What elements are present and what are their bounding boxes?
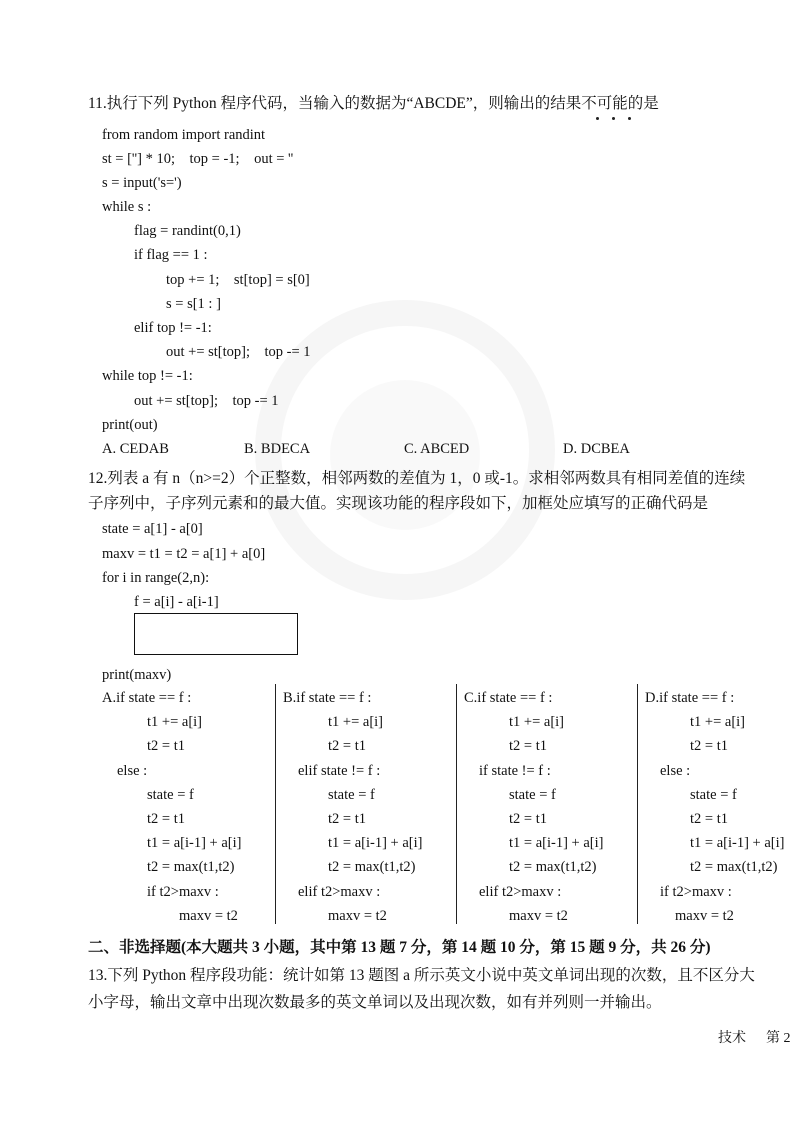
q12-option-a-line: t1 = a[i-1] + a[i] [147,835,242,851]
q12-option-a-line: else : [117,763,148,779]
q11-stem: 11.执行下列 Python 程序代码，当输入的数据为“ABCDE”，则输出的结果不可能的是 [88,95,659,112]
q12-option-d-line: t2 = t1 [690,738,728,754]
q13-line2: 小字母，输出文章中出现次数最多的英文单词以及出现次数，如有并列则一并输出。 [88,994,662,1011]
q11-code-line: while s : [102,199,152,215]
option-divider [637,684,638,924]
q11-option-d: D. DCBEA [563,441,630,457]
q12-option-b-line: t2 = t1 [328,738,366,754]
q12-option-a-line: maxv = t2 [179,908,238,924]
q11-option-b: B. BDECA [244,441,311,457]
q12-code-line: f = a[i] - a[i-1] [134,594,219,610]
q13-line1: 13.下列 Python 程序段功能：统计如第 13 题图 a 所示英文小说中英文单词出现的次数，且不区分大 [88,967,755,984]
q12-option-b-line: t2 = max(t1,t2) [328,859,416,875]
emphasis-dot [628,117,631,120]
q11-code-line: st = [''] * 10; top = -1; out = '' [102,151,294,167]
q11-code-line: s = s[1 : ] [166,296,221,312]
section-heading: 二、非选择题(本大题共 3 小题，其中第 13 题 7 分，第 14 题 10 分，第 15 题 9 分，共 26 分) [88,939,711,956]
q12-option-b-line: maxv = t2 [328,908,387,924]
q12-option-d-line: maxv = t2 [675,908,734,924]
q12-option-b-line: B.if state == f : [283,690,372,706]
q12-option-d-line: t1 += a[i] [690,714,746,730]
q12-code-line: print(maxv) [102,667,172,683]
q11-code-line: out += st[top]; top -= 1 [166,344,311,360]
footer-page-number: 第 2 [766,1031,791,1046]
q12-option-c-line: maxv = t2 [509,908,568,924]
q12-option-d-line: D.if state == f : [645,690,735,706]
q12-option-d-line: state = f [690,787,737,803]
q12-option-c-line: C.if state == f : [464,690,553,706]
q12-option-c-line: elif t2>maxv : [479,884,562,900]
q12-option-c-line: t1 += a[i] [509,714,565,730]
q12-option-b-line: t2 = t1 [328,811,366,827]
q12-option-b-line: elif state != f : [298,763,381,779]
q12-option-d-line: t1 = a[i-1] + a[i] [690,835,785,851]
q12-option-c-line: t1 = a[i-1] + a[i] [509,835,604,851]
q11-code-line: out += st[top]; top -= 1 [134,393,279,409]
q12-option-a-line: t2 = t1 [147,811,185,827]
q11-code-line: top += 1; st[top] = s[0] [166,272,310,288]
answer-blank-box [134,613,298,655]
q12-code-line: maxv = t1 = t2 = a[1] + a[0] [102,546,266,562]
q12-option-c-line: t2 = t1 [509,811,547,827]
q11-code-line: flag = randint(0,1) [134,223,241,239]
q12-option-a-line: t2 = max(t1,t2) [147,859,235,875]
q12-option-b-line: t1 += a[i] [328,714,384,730]
q12-option-b-line: t1 = a[i-1] + a[i] [328,835,423,851]
q12-option-b-line: state = f [328,787,375,803]
option-divider [456,684,457,924]
q12-option-d-line: if t2>maxv : [660,884,732,900]
q12-code-line: state = a[1] - a[0] [102,521,203,537]
q12-option-c-line: t2 = t1 [509,738,547,754]
emphasis-dot [596,117,599,120]
emphasis-dot [612,117,615,120]
q11-code-line: if flag == 1 : [134,247,208,263]
option-divider [275,684,276,924]
q12-option-c-line: if state != f : [479,763,551,779]
q12-option-a-line: if t2>maxv : [147,884,219,900]
q12-option-a-line: state = f [147,787,194,803]
q12-stem-line1: 12.列表 a 有 n（n>=2）个正整数，相邻两数的差值为 1，0 或-1。求相邻两数具有相同差值的连续 [88,470,746,487]
q11-code-line: from random import randint [102,127,266,143]
q11-code-line: while top != -1: [102,368,193,384]
q12-option-a-line: t2 = t1 [147,738,185,754]
q12-code-line: for i in range(2,n): [102,570,210,586]
q12-option-a-line: t1 += a[i] [147,714,203,730]
q12-option-c-line: t2 = max(t1,t2) [509,859,597,875]
footer-subject: 技术 [718,1031,746,1046]
q11-option-a: A. CEDAB [102,441,169,457]
q11-code-line: s = input('s=') [102,175,182,191]
q12-option-b-line: elif t2>maxv : [298,884,381,900]
q12-option-d-line: else : [660,763,691,779]
q12-stem-line2: 子序列中，子序列元素和的最大值。实现该功能的程序段如下，加框处应填写的正确代码是 [88,495,709,512]
q11-option-c: C. ABCED [404,441,470,457]
q11-code-line: print(out) [102,417,158,433]
q12-option-a-line: A.if state == f : [102,690,192,706]
q12-option-d-line: t2 = t1 [690,811,728,827]
q12-option-c-line: state = f [509,787,556,803]
q11-code-line: elif top != -1: [134,320,212,336]
q12-option-d-line: t2 = max(t1,t2) [690,859,778,875]
